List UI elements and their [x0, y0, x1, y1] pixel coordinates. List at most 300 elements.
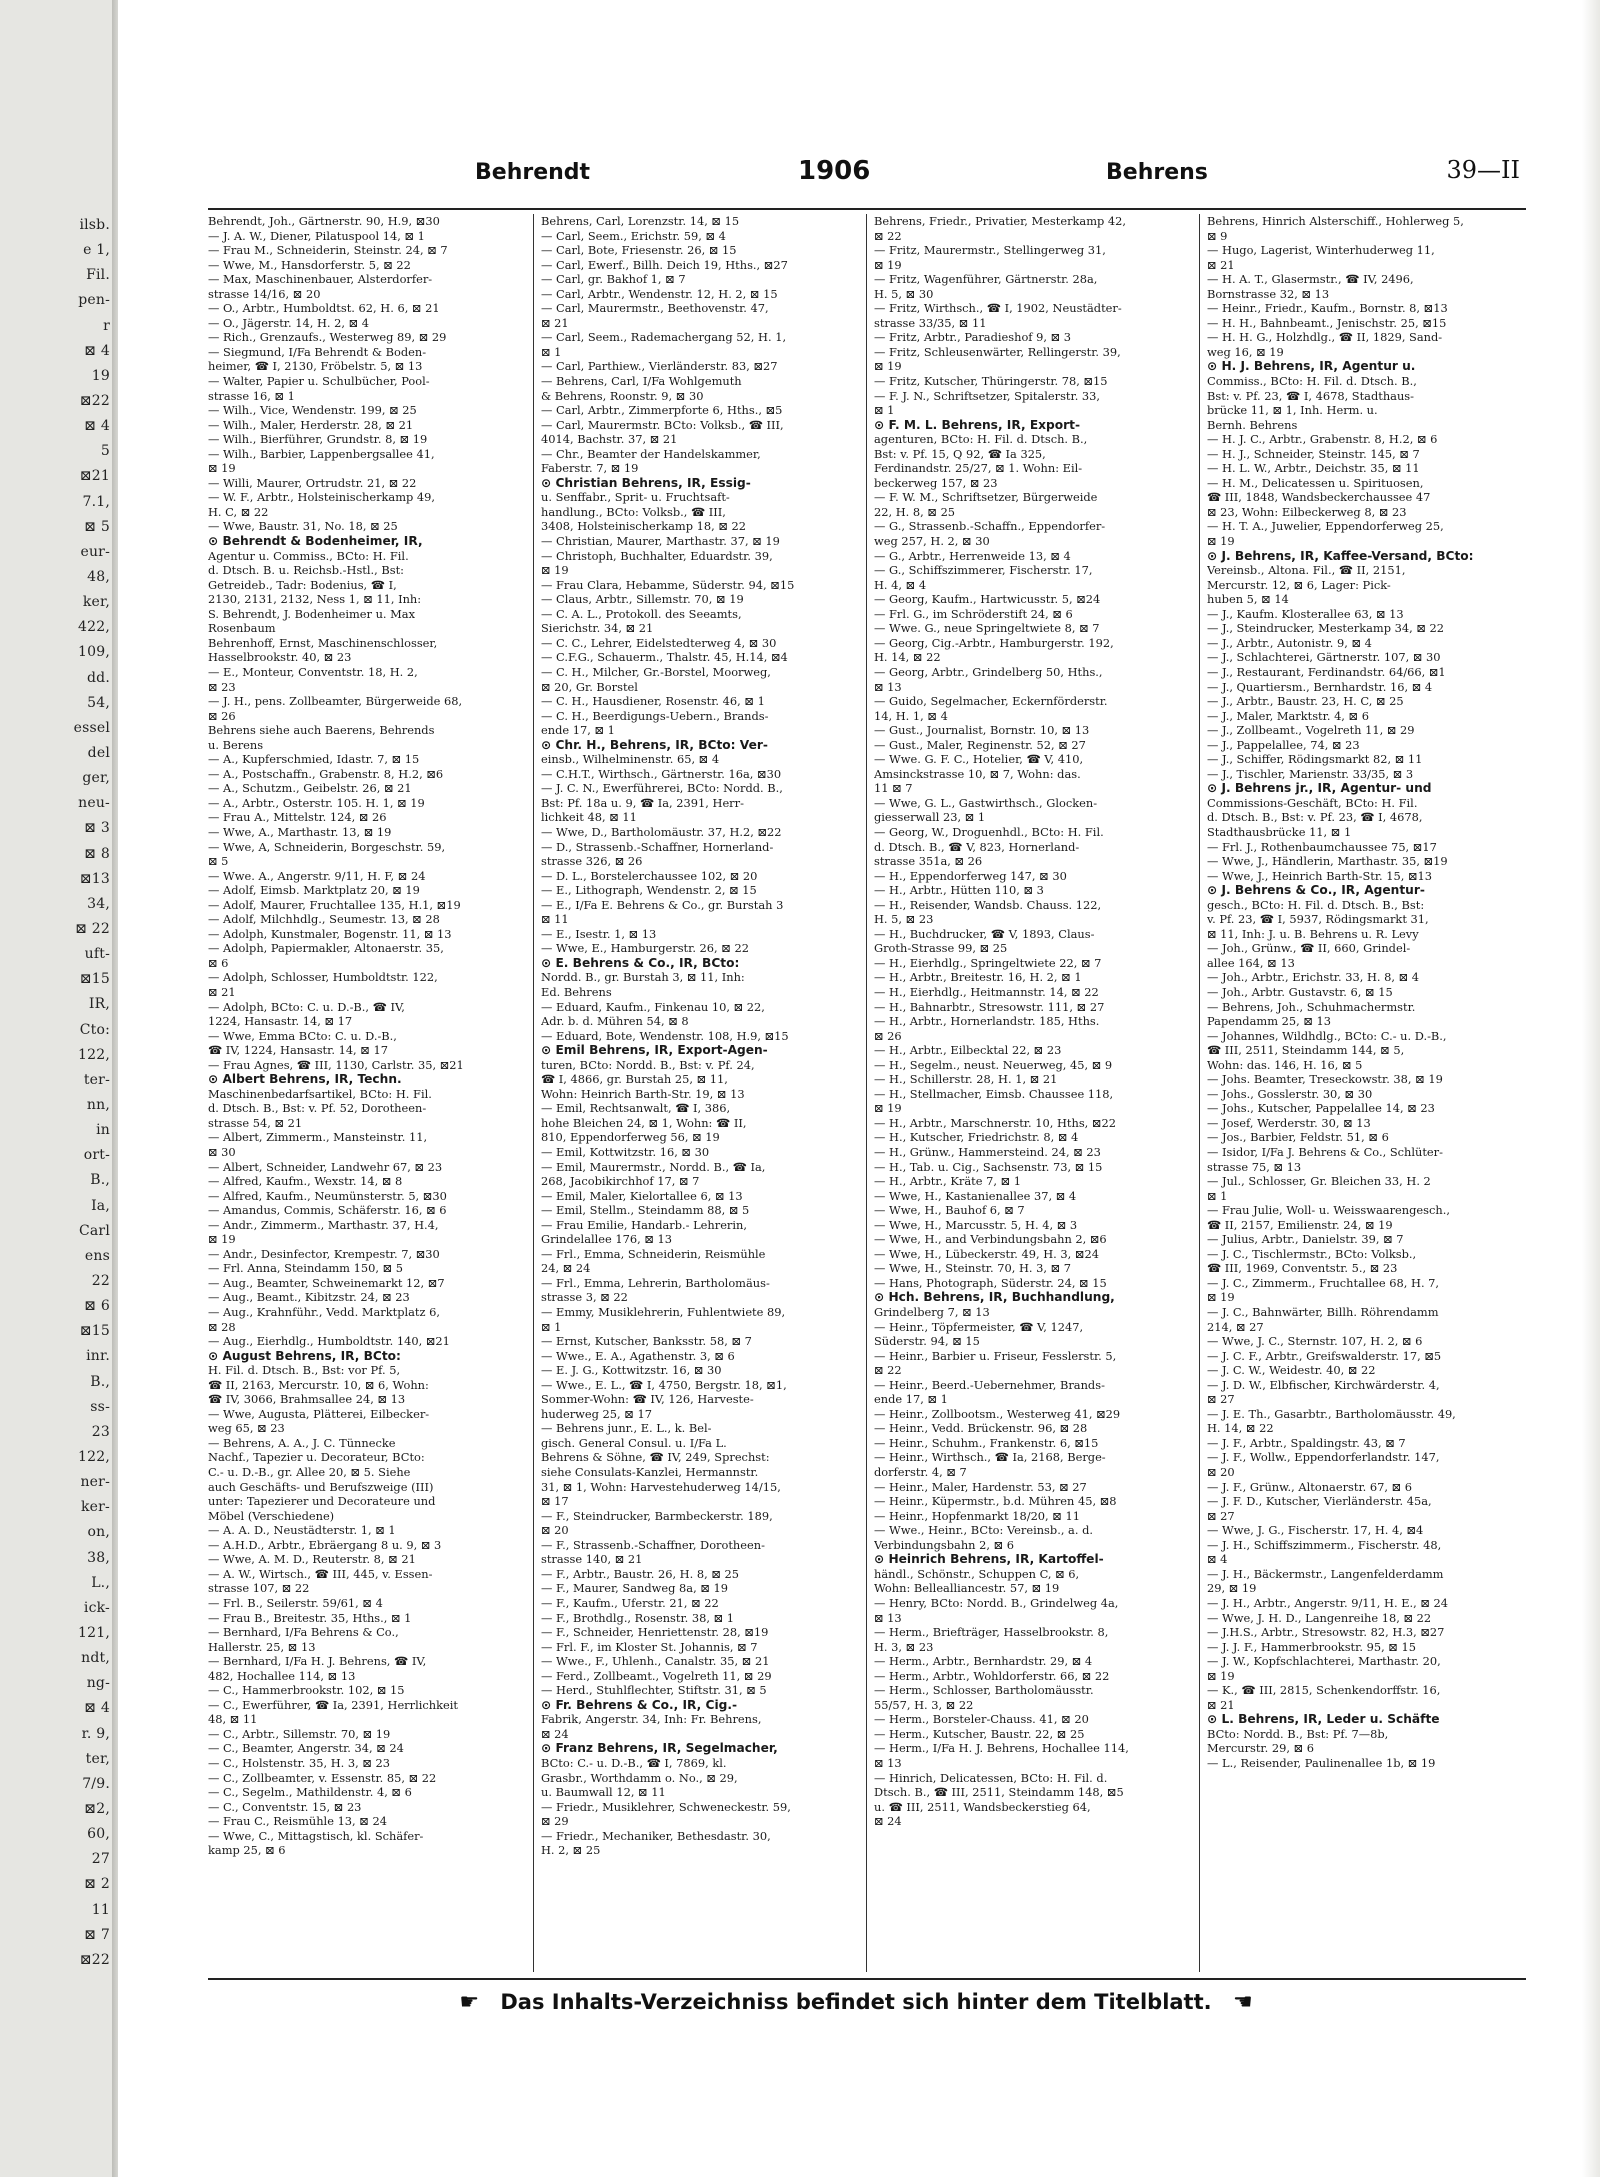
directory-entry-line: ☎ III, 1969, Conventstr. 5., ⊠ 23 — [1207, 1261, 1398, 1276]
directory-entry-line: — Frau Clara, Hebamme, Süderstr. 94, ⊠15 — [541, 577, 795, 592]
directory-entry-line: ⊠ 20, Gr. Borstel — [541, 679, 638, 694]
directory-entry-line: ⊙ Chr. H., Behrens, IR, BCto: Ver- — [541, 737, 768, 752]
directory-entry-line: Wohn: Bellealliancestr. 57, ⊠ 19 — [874, 1581, 1060, 1596]
directory-entry-line: giesserwall 23, ⊠ 1 — [874, 810, 986, 825]
directory-entry-line: Stadthausbrücke 11, ⊠ 1 — [1207, 824, 1352, 839]
directory-entry-line: ⊠ 23, Wohn: Eilbeckerweg 8, ⊠ 23 — [1207, 504, 1407, 519]
directory-entry-line: weg 16, ⊠ 19 — [1207, 344, 1284, 359]
directory-entry-line: — Fritz, Arbtr., Paradieshof 9, ⊠ 3 — [874, 330, 1072, 345]
directory-entry-line: — Frl. F., im Kloster St. Johannis, ⊠ 7 — [541, 1639, 758, 1654]
directory-entry-line: — Wwe, Emma BCto: C. u. D.-B., — [208, 1028, 397, 1043]
directory-entry-line: ⊙ L. Behrens, IR, Leder u. Schäfte — [1207, 1712, 1440, 1727]
directory-entry-line: — J. J. F., Hammerbrookstr. 95, ⊠ 15 — [1207, 1639, 1416, 1654]
directory-entry-line: ⊠ 22 — [874, 1363, 902, 1378]
directory-entry-line: — J. H., Bäckermstr., Langenfelderdamm — [1207, 1566, 1444, 1581]
directory-entry-line: — Frau M., Schneiderin, Steinstr. 24, ⊠ 7 — [208, 243, 448, 258]
directory-entry-line: — H., Arbtr., Marschnerstr. 10, Hths, ⊠22 — [874, 1115, 1116, 1130]
directory-entry-line: strasse 351a, ⊠ 26 — [874, 854, 983, 869]
directory-entry-line: — C.F.G., Schauerm., Thalstr. 45, H.14, ⊠4 — [541, 650, 788, 665]
directory-entry-line: — L., Reisender, Paulinenallee 1b, ⊠ 19 — [1207, 1755, 1436, 1770]
margin-fragment: 422, — [78, 619, 110, 636]
directory-entry-line: — H., Segelm., neust. Neuerweg, 45, ⊠ 9 — [874, 1057, 1113, 1072]
directory-entry-line: — Chr., Beamter der Handelskammer, — [541, 446, 761, 461]
directory-entry-line: — Aug., Beamter, Schweinemarkt 12, ⊠7 — [208, 1275, 445, 1290]
directory-entry-line: — Heinr., Zollbootsm., Westerweg 41, ⊠29 — [874, 1406, 1121, 1421]
directory-entry-line: — C., Holstenstr. 35, H. 3, ⊠ 23 — [208, 1755, 391, 1770]
directory-column-2 — [541, 214, 859, 1972]
directory-entry-line: — Wwe, H., Lübeckerstr. 49, H. 3, ⊠24 — [874, 1246, 1099, 1261]
directory-entry-line: — Frau A., Mittelstr. 124, ⊠ 26 — [208, 810, 387, 825]
margin-fragment: in — [96, 1122, 110, 1139]
directory-entry-line: — Heinr., Hopfenmarkt 18/20, ⊠ 11 — [874, 1508, 1080, 1523]
directory-entry-line: — J. C. N., Ewerführerei, BCto: Nordd. B., — [541, 781, 783, 796]
directory-entry-line: — Herm., Arbtr., Wohldorferstr. 66, ⊠ 22 — [874, 1668, 1110, 1683]
directory-entry-line: huben 5, ⊠ 14 — [1207, 592, 1289, 607]
directory-entry-line: ⊠ 24 — [541, 1726, 569, 1741]
margin-fragment: Carl — [78, 1222, 110, 1239]
directory-entry-line: 268, Jacobikirchhof 17, ⊠ 7 — [541, 1174, 700, 1189]
directory-entry-line: — Adolf, Eimsb. Marktplatz 20, ⊠ 19 — [208, 883, 420, 898]
directory-entry-line: — Wwe, H., Steinstr. 70, H. 3, ⊠ 7 — [874, 1261, 1072, 1276]
directory-entry-line: — J. H., Schiffszimmerm., Fischerstr. 48, — [1207, 1537, 1442, 1552]
directory-entry-line: Verbindungsbahn 2, ⊠ 6 — [874, 1537, 1015, 1552]
directory-entry-line: — Heinr., Barbier u. Friseur, Fesslerstr. 5, — [874, 1348, 1117, 1363]
directory-entry-line: u. Berens — [208, 737, 264, 752]
directory-entry-line: — Wwe, H., Marcusstr. 5, H. 4, ⊠ 3 — [874, 1217, 1078, 1232]
directory-entry-line: — C. H., Hausdiener, Rosenstr. 46, ⊠ 1 — [541, 694, 765, 709]
directory-entry-line: — Behrens junr., E. L., k. Bel- — [541, 1421, 712, 1436]
margin-fragment: 34, — [87, 895, 110, 912]
directory-entry-line: H. 14, ⊠ 22 — [874, 650, 941, 665]
directory-entry-line: ⊠ 6 — [208, 955, 229, 970]
directory-entry-line: ⊠ 27 — [1207, 1508, 1235, 1523]
directory-entry-line: — H., Buchdrucker, ☎ V, 1893, Claus- — [874, 926, 1095, 941]
directory-entry-line: — Andr., Desinfector, Krempestr. 7, ⊠30 — [208, 1246, 440, 1261]
directory-entry-line: — J. C., Zimmerm., Fruchtallee 68, H. 7, — [1207, 1275, 1440, 1290]
directory-entry-line: ⊠ 13 — [874, 1755, 902, 1770]
directory-entry-line: — Herm., Kutscher, Baustr. 22, ⊠ 25 — [874, 1726, 1085, 1741]
directory-entry-line: Amsinckstrasse 10, ⊠ 7, Wohn: das. — [874, 766, 1081, 781]
directory-entry-line: ☎ III, 1848, Wandsbeckerchaussee 47 — [1207, 490, 1431, 505]
directory-entry-line: — Carl, Ewerf., Billh. Deich 19, Hths., ⊠27 — [541, 257, 788, 272]
margin-fragment: 23 — [91, 1423, 110, 1440]
directory-entry-line: — Wwe, C., Mittagstisch, kl. Schäfer- — [208, 1828, 424, 1843]
directory-entry-line: — C., Zollbeamter, v. Essenstr. 85, ⊠ 22 — [208, 1770, 437, 1785]
directory-entry-line: ⊠ 1 — [874, 403, 895, 418]
directory-entry-line: — Joh., Grünw., ☎ II, 660, Grindel- — [1207, 941, 1411, 956]
directory-entry-line: — Georg, Arbtr., Grindelberg 50, Hths., — [874, 664, 1103, 679]
directory-entry-line: strasse 3, ⊠ 22 — [541, 1290, 628, 1305]
directory-entry-line: handlung., BCto: Volksb., ☎ III, — [541, 504, 726, 519]
directory-entry-line: strasse 33/35, ⊠ 11 — [874, 315, 987, 330]
margin-fragment: ⊠22 — [79, 393, 110, 409]
header-rule — [208, 208, 1526, 210]
margin-fragment: ⊠2, — [84, 1801, 110, 1817]
directory-entry-line: — Aug., Krahnführ., Vedd. Marktplatz 6, — [208, 1305, 441, 1320]
directory-column-3 — [874, 214, 1192, 1972]
directory-entry-line: — Carl, Bote, Friesenstr. 26, ⊠ 15 — [541, 243, 737, 258]
directory-entry-line: H. 5, ⊠ 23 — [874, 912, 934, 927]
directory-entry-line: — Carl, Seem., Rademachergang 52, H. 1, — [541, 330, 787, 345]
margin-fragment: e 1, — [83, 242, 110, 259]
directory-entry-line: Mercurstr. 12, ⊠ 6, Lager: Pick- — [1207, 577, 1391, 592]
margin-fragment: 54, — [87, 694, 110, 711]
directory-entry-line: — H., Grünw., Hammersteind. 24, ⊠ 23 — [874, 1145, 1101, 1159]
directory-entry-line: ⊠ 19 — [208, 461, 236, 476]
directory-entry-line: — C., Hammerbrookstr. 102, ⊠ 15 — [208, 1683, 405, 1698]
directory-entry-line: 14, H. 1, ⊠ 4 — [874, 708, 948, 723]
directory-entry-line: Behrens, Friedr., Privatier, Mesterkamp 42, — [874, 214, 1127, 228]
directory-entry-line: Wohn: Heinrich Barth-Str. 19, ⊠ 13 — [541, 1086, 745, 1101]
directory-entry-line: — Aug., Beamt., Kibitzstr. 24, ⊠ 23 — [208, 1290, 410, 1305]
directory-column-4 — [1207, 214, 1525, 1972]
directory-entry-line: beckerweg 157, ⊠ 23 — [874, 475, 998, 490]
directory-entry-line: — Herm., I/Fa H. J. Behrens, Hochallee 114, — [874, 1741, 1129, 1756]
directory-entry-line: — H., Arbtr., Hornerlandstr. 185, Hths. — [874, 1014, 1100, 1029]
directory-entry-line: — Wwe., E. A., Agathenstr. 3, ⊠ 6 — [541, 1348, 735, 1363]
directory-entry-line: — Wwe, J. H. D., Langenreihe 18, ⊠ 22 — [1207, 1610, 1432, 1625]
directory-entry-line: — Behrens, Joh., Schuhmachermstr. — [1207, 999, 1416, 1014]
directory-entry-line: ☎ IV, 1224, Hansastr. 14, ⊠ 17 — [208, 1043, 388, 1058]
directory-entry-line: u. ☎ III, 2511, Wandsbeckerstieg 64, — [874, 1799, 1091, 1814]
directory-entry-line: — G., Arbtr., Herrenweide 13, ⊠ 4 — [874, 548, 1071, 563]
directory-entry-line: — C. A. L., Protokoll. des Seeamts, — [541, 606, 742, 621]
directory-entry-line: — Wwe., F., Uhlenh., Canalstr. 35, ⊠ 21 — [541, 1654, 770, 1669]
directory-entry-line: ⊙ E. Behrens & Co., IR, BCto: — [541, 955, 740, 970]
margin-fragment: ter, — [85, 1750, 110, 1767]
directory-entry-line: — E., I/Fa E. Behrens & Co., gr. Burstah 3 — [541, 897, 784, 912]
column-divider — [866, 214, 867, 1972]
directory-entry-line: ⊠ 26 — [208, 708, 236, 723]
directory-entry-line: — J. H., pens. Zollbeamter, Bürgerweide 68, — [208, 694, 463, 709]
directory-entry-line: — H., Arbtr., Breitestr. 16, H. 2, ⊠ 1 — [874, 970, 1082, 985]
directory-entry-line: — Willi, Maurer, Ortrudstr. 21, ⊠ 22 — [208, 475, 417, 490]
directory-entry-line: strasse 75, ⊠ 13 — [1207, 1159, 1302, 1174]
directory-entry-line: d. Dtsch. B. u. Reichsb.-Hstl., Bst: — [208, 563, 405, 578]
pointing-hand-left-icon: ☚ — [1232, 1990, 1253, 2015]
directory-entry-line: BCto: Nordd. B., Bst: Pf. 7—8b, — [1207, 1726, 1389, 1741]
directory-entry-line: weg 65, ⊠ 23 — [208, 1421, 285, 1436]
margin-fragment: ⊠ 3 — [84, 820, 110, 837]
margin-fragment: 19 — [91, 367, 110, 384]
margin-fragment: uft- — [84, 946, 110, 963]
directory-entry-line: ⊙ August Behrens, IR, BCto: — [208, 1348, 401, 1363]
directory-entry-line: — H. A. T., Glasermstr., ☎ IV, 2496, — [1207, 272, 1414, 287]
directory-entry-line: — J., Restaurant, Ferdinandstr. 64/66, ⊠1 — [1207, 664, 1446, 679]
directory-entry-line: — Frl. G., im Schröderstift 24, ⊠ 6 — [874, 606, 1073, 621]
directory-entry-line: ☎ II, 2157, Emilienstr. 24, ⊠ 19 — [1207, 1217, 1393, 1232]
margin-fragment: ick- — [83, 1599, 110, 1616]
directory-entry-line: — Alfred, Kaufm., Neumünsterstr. 5, ⊠30 — [208, 1188, 447, 1203]
directory-entry-line: — H., Eierhdlg., Springeltwiete 22, ⊠ 7 — [874, 955, 1102, 970]
directory-entry-line: — Friedr., Musiklehrer, Schweneckestr. 59, — [541, 1799, 791, 1814]
directory-entry-line: & Behrens, Roonstr. 9, ⊠ 30 — [541, 388, 704, 403]
directory-entry-line: — A., Arbtr., Osterstr. 105. H. 1, ⊠ 19 — [208, 795, 425, 810]
directory-entry-line: — Frl., Emma, Schneiderin, Reismühle — [541, 1246, 766, 1261]
directory-entry-line: — Wwe, H., Kastanienallee 37, ⊠ 4 — [874, 1188, 1077, 1203]
directory-entry-line: — Christoph, Buchhalter, Eduardstr. 39, — [541, 548, 773, 563]
directory-entry-line: ⊠ 26 — [874, 1028, 902, 1043]
directory-entry-line: — Hinrich, Delicatessen, BCto: H. Fil. d. — [874, 1770, 1108, 1785]
directory-entry-line: — Friedr., Mechaniker, Bethesdastr. 30, — [541, 1828, 771, 1843]
directory-entry-line: Bst: v. Pf. 23, ☎ I, 4678, Stadthaus- — [1207, 388, 1415, 403]
directory-entry-line: — Wilh., Vice, Wendenstr. 199, ⊠ 25 — [208, 403, 417, 418]
directory-entry-line: — H., Reisender, Wandsb. Chauss. 122, — [874, 897, 1102, 912]
directory-entry-line: — Bernhard, I/Fa H. J. Behrens, ☎ IV, — [208, 1654, 427, 1669]
directory-entry-line: ⊠ 19 — [1207, 534, 1235, 549]
margin-fragment: L., — [91, 1574, 110, 1591]
directory-entry-line: — J., Zollbeamt., Vogelreth 11, ⊠ 29 — [1207, 723, 1415, 738]
directory-entry-line: — Jul., Schlosser, Gr. Bleichen 33, H. 2 — [1207, 1174, 1431, 1189]
margin-fragment: ⊠ 5 — [84, 518, 110, 535]
margin-fragment: on, — [87, 1524, 110, 1541]
directory-entry-line: ⊠ 19 — [874, 359, 902, 374]
directory-entry-line: — Wwe, Baustr. 31, No. 18, ⊠ 25 — [208, 519, 398, 534]
directory-entry-line: — Siegmund, I/Fa Behrendt & Boden- — [208, 344, 427, 359]
directory-entry-line: ☎ IV, 3066, Brahmsallee 24, ⊠ 13 — [208, 1392, 406, 1407]
directory-entry-line: ⊠ 22 — [874, 228, 902, 243]
directory-columns — [208, 214, 1526, 1972]
margin-fragment: ker- — [81, 1499, 110, 1516]
margin-fragment: B., — [90, 1373, 110, 1390]
directory-entry-line: 810, Eppendorferweg 56, ⊠ 19 — [541, 1130, 720, 1145]
directory-entry-line: — H., Arbtr., Eilbecktal 22, ⊠ 23 — [874, 1043, 1062, 1058]
directory-entry-line: — C., Beamter, Angerstr. 34, ⊠ 24 — [208, 1741, 404, 1756]
directory-entry-line: Bst: Pf. 18a u. 9, ☎ Ia, 2391, Herr- — [541, 795, 744, 810]
directory-entry-line: — E. J. G., Kottwitzstr. 16, ⊠ 30 — [541, 1363, 722, 1378]
directory-entry-line: H. Fil. d. Dtsch. B., Bst: vor Pf. 5, — [208, 1363, 401, 1378]
directory-entry-line: 3408, Holsteinischerkamp 18, ⊠ 22 — [541, 519, 746, 534]
directory-entry-line: — Joh., Arbtr., Erichstr. 33, H. 8, ⊠ 4 — [1207, 970, 1420, 985]
margin-fragment: ⊠ 4 — [84, 1700, 110, 1717]
directory-entry-line: 55/57, H. 3, ⊠ 22 — [874, 1697, 974, 1712]
margin-fragment: neu- — [78, 795, 110, 812]
margin-fragment: ⊠21 — [79, 468, 110, 485]
directory-entry-line: — Frl. Anna, Steindamm 150, ⊠ 5 — [208, 1261, 403, 1276]
directory-entry-line: auch Geschäfts- und Berufszweige (III) — [208, 1479, 434, 1494]
directory-entry-line: ⊙ J. Behrens, IR, Kaffee-Versand, BCto: — [1207, 548, 1474, 563]
directory-entry-line: ⊠ 19 — [1207, 1668, 1235, 1683]
directory-entry-line: ⊠ 13 — [874, 1610, 902, 1625]
directory-entry-line: ⊠ 5 — [208, 854, 229, 869]
directory-entry-line: ⊠ 20 — [541, 1523, 569, 1538]
directory-entry-line: — G., Schiffszimmerer, Fischerstr. 17, — [874, 563, 1093, 578]
directory-entry-line: Grasbr., Worthdamm o. No., ⊠ 29, — [541, 1770, 738, 1785]
directory-entry-line: kamp 25, ⊠ 6 — [208, 1843, 286, 1858]
directory-entry-line: — J. F., Wollw., Eppendorferlandstr. 147, — [1207, 1450, 1440, 1465]
margin-fragment: ens — [84, 1247, 110, 1264]
directory-entry-line: Nordd. B., gr. Burstah 3, ⊠ 11, Inh: — [541, 970, 745, 985]
directory-entry-line: H. 14, ⊠ 22 — [1207, 1421, 1274, 1436]
directory-entry-line: — Frl., Emma, Lehrerin, Bartholomäus- — [541, 1275, 770, 1290]
directory-entry-line: ⊠ 19 — [208, 1232, 236, 1247]
directory-entry-line: gisch. General Consul. u. I/Fa L. — [541, 1435, 727, 1450]
directory-entry-line: ⊠ 23 — [208, 679, 236, 694]
directory-entry-line: weg 257, H. 2, ⊠ 30 — [874, 534, 990, 549]
page-header — [130, 150, 1582, 190]
directory-entry-line: — Fritz, Kutscher, Thüringerstr. 78, ⊠15 — [874, 374, 1108, 389]
directory-entry-line: — Wwe, J. G., Fischerstr. 17, H. 4, ⊠4 — [1207, 1523, 1424, 1538]
directory-entry-line: — H., Eppendorferweg 147, ⊠ 30 — [874, 868, 1067, 883]
directory-entry-line: hohe Bleichen 24, ⊠ 1, Wohn: ☎ II, — [541, 1115, 747, 1130]
directory-entry-line: ⊙ Emil Behrens, IR, Export-Agen- — [541, 1043, 768, 1058]
margin-fragment: r. 9, — [81, 1725, 110, 1742]
margin-fragment: 48, — [87, 569, 110, 585]
directory-entry-line: Hallerstr. 25, ⊠ 13 — [208, 1639, 316, 1654]
directory-entry-line: Rosenbaum — [208, 621, 276, 636]
directory-entry-line: — Gust., Journalist, Bornstr. 10, ⊠ 13 — [874, 723, 1090, 738]
margin-fragment: ker, — [82, 594, 110, 611]
column-divider — [533, 214, 534, 1972]
directory-entry-line: — Johs. Beamter, Treseckowstr. 38, ⊠ 19 — [1207, 1072, 1443, 1087]
directory-entry-line: — Emil, Stellm., Steindamm 88, ⊠ 5 — [541, 1203, 750, 1218]
directory-entry-line: agenturen, BCto: H. Fil. d. Dtsch. B., — [874, 432, 1088, 447]
directory-entry-line: d. Dtsch. B., ☎ V, 823, Hornerland- — [874, 839, 1080, 854]
directory-entry-line: — D., Strassenb.-Schaffner, Hornerland- — [541, 839, 774, 854]
directory-entry-line: — Isidor, I/Fa J. Behrens & Co., Schlüter- — [1207, 1145, 1443, 1159]
directory-entry-line: — J. C., Bahnwärter, Billh. Röhrendamm — [1207, 1305, 1439, 1320]
directory-entry-line: — Emil, Rechtsanwalt, ☎ I, 386, — [541, 1101, 731, 1116]
directory-entry-line: — Gust., Maler, Reginenstr. 52, ⊠ 27 — [874, 737, 1086, 752]
directory-entry-line: ⊠ 1 — [541, 344, 562, 359]
directory-entry-line: — J. F., Arbtr., Spaldingstr. 43, ⊠ 7 — [1207, 1435, 1406, 1450]
directory-entry-line: — H. T. A., Juwelier, Eppendorferweg 25, — [1207, 519, 1444, 534]
directory-entry-line: 31, ⊠ 1, Wohn: Harvestehuderweg 14/15, — [541, 1479, 781, 1494]
directory-entry-line: — Wwe, M., Hansdorferstr. 5, ⊠ 22 — [208, 257, 411, 272]
directory-entry-line: — H. M., Delicatessen u. Spirituosen, — [1207, 475, 1424, 490]
directory-entry-line: Ferdinandstr. 25/27, ⊠ 1. Wohn: Eil- — [874, 461, 1083, 476]
directory-entry-line: ⊙ Christian Behrens, IR, Essig- — [541, 475, 751, 490]
directory-entry-line: — Wwe, D., Bartholomäustr. 37, H.2, ⊠22 — [541, 824, 782, 839]
directory-entry-line: — Carl, Maurermstr., Beethovenstr. 47, — [541, 301, 769, 316]
directory-entry-line: — H., Bahnarbtr., Stresowstr. 111, ⊠ 27 — [874, 999, 1105, 1014]
directory-entry-line: ⊠ 21 — [208, 984, 236, 999]
directory-entry-line: — Alfred, Kaufm., Wexstr. 14, ⊠ 8 — [208, 1174, 403, 1189]
directory-entry-line: H. 4, ⊠ 4 — [874, 577, 927, 592]
directory-entry-line: ⊠ 1 — [541, 1319, 562, 1334]
directory-entry-line: einsb., Wilhelminenstr. 65, ⊠ 4 — [541, 752, 720, 767]
margin-fragment: 5 — [100, 443, 110, 460]
directory-entry-line: — Wwe., E. L., ☎ I, 4750, Bergstr. 18, ⊠1, — [541, 1377, 787, 1392]
directory-entry-line: — Frau C., Reismühle 13, ⊠ 24 — [208, 1814, 387, 1829]
directory-entry-line: — Carl, Arbtr., Wendenstr. 12, H. 2, ⊠ 15 — [541, 286, 778, 301]
directory-entry-line: — Carl, Seem., Erichstr. 59, ⊠ 4 — [541, 228, 726, 243]
margin-fragment: ⊠22 — [79, 1951, 110, 1968]
directory-entry-line: — J., Arbtr., Autonistr. 9, ⊠ 4 — [1207, 635, 1372, 650]
directory-entry-line: — H., Eierhdlg., Heitmannstr. 14, ⊠ 22 — [874, 984, 1099, 999]
directory-entry-line: ⊙ F. M. L. Behrens, IR, Export- — [874, 417, 1081, 432]
directory-entry-line: — J., Schiffer, Rödingsmarkt 82, ⊠ 11 — [1207, 752, 1423, 767]
directory-entry-line: — Ferd., Zollbeamt., Vogelreth 11, ⊠ 29 — [541, 1668, 772, 1683]
margin-fragment: ndt, — [81, 1650, 110, 1667]
margin-fragment: ⊠ 4 — [84, 418, 110, 435]
header-right-keyword: Behrens — [1106, 160, 1208, 185]
directory-entry-line: ☎ III, 2511, Steindamm 144, ⊠ 5, — [1207, 1043, 1405, 1058]
directory-entry-line: ⊠ 9 — [1207, 228, 1228, 243]
margin-fragment: pen- — [78, 292, 110, 309]
directory-entry-line: ⊠ 29 — [541, 1814, 569, 1829]
directory-entry-line: — F., Brothdlg., Rosenstr. 38, ⊠ 1 — [541, 1610, 735, 1625]
directory-entry-line: — A., Schutzm., Geibelstr. 26, ⊠ 21 — [208, 781, 412, 796]
margin-fragment: r — [103, 317, 110, 334]
directory-entry-line: — Frau B., Breitestr. 35, Hths., ⊠ 1 — [208, 1610, 412, 1625]
margin-fragment: 7.1, — [82, 493, 110, 510]
directory-entry-line: — A.H.D., Arbtr., Ebräergang 8 u. 9, ⊠ 3 — [208, 1537, 442, 1552]
directory-entry-line: — F., Maurer, Sandweg 8a, ⊠ 19 — [541, 1581, 728, 1596]
directory-entry-line: 214, ⊠ 27 — [1207, 1319, 1264, 1334]
directory-entry-line: — H. H., Bahnbeamt., Jenischstr. 25, ⊠15 — [1207, 315, 1447, 330]
directory-entry-line: — Emil, Maurermstr., Nordd. B., ☎ Ia, — [541, 1159, 766, 1174]
directory-page — [130, 0, 1582, 2177]
directory-entry-line: — Carl, Parthiew., Vierländerstr. 83, ⊠27 — [541, 359, 778, 374]
directory-entry-line: Faberstr. 7, ⊠ 19 — [541, 461, 639, 476]
directory-entry-line: — Georg, Kaufm., Hartwicusstr. 5, ⊠24 — [874, 592, 1101, 607]
directory-entry-line: — C. H., Beerdigungs-Uebern., Brands- — [541, 708, 769, 723]
directory-entry-line: u. Senffabr., Sprit- u. Fruchtsaft- — [541, 490, 730, 505]
margin-fragment: ner- — [80, 1474, 110, 1491]
directory-entry-line: — Frau Julie, Woll- u. Weisswaarengesch., — [1207, 1203, 1450, 1218]
header-year: 1906 — [798, 156, 871, 186]
directory-entry-line: — J. F. D., Kutscher, Vierländerstr. 45a, — [1207, 1494, 1432, 1509]
directory-entry-line: — Wilh., Bierführer, Grundstr. 8, ⊠ 19 — [208, 432, 428, 447]
directory-entry-line: — C. C., Lehrer, Eidelstedterweg 4, ⊠ 30 — [541, 635, 777, 650]
directory-entry-line: — H. J., Schneider, Steinstr. 145, ⊠ 7 — [1207, 446, 1420, 461]
directory-entry-line: — Emil, Kottwitzstr. 16, ⊠ 30 — [541, 1145, 710, 1159]
directory-entry-line: — J. E. Th., Gasarbtr., Bartholomäusstr. 49, — [1207, 1406, 1456, 1421]
directory-entry-line: ⊙ Heinrich Behrens, IR, Kartoffel- — [874, 1552, 1104, 1567]
directory-entry-line: — Carl, Arbtr., Zimmerpforte 6, Hths., ⊠5 — [541, 403, 783, 418]
margin-fragment: ss- — [90, 1398, 110, 1415]
directory-entry-line: Bornstrasse 32, ⊠ 13 — [1207, 286, 1330, 301]
margin-fragment: 60, — [87, 1826, 110, 1843]
directory-entry-line: ⊙ J. Behrens & Co., IR, Agentur- — [1207, 883, 1425, 898]
directory-entry-line: — Ernst, Kutscher, Banksstr. 58, ⊠ 7 — [541, 1334, 752, 1349]
margin-fragment: 27 — [91, 1851, 110, 1868]
directory-entry-line: 11 ⊠ 7 — [874, 781, 913, 796]
directory-entry-line: Bernh. Behrens — [1207, 417, 1298, 432]
directory-entry-line: strasse 107, ⊠ 22 — [208, 1581, 310, 1596]
directory-entry-line: ⊙ H. J. Behrens, IR, Agentur u. — [1207, 359, 1416, 374]
directory-entry-line: ⊠ 21 — [541, 315, 569, 330]
directory-entry-line: — Jos., Barbier, Feldstr. 51, ⊠ 6 — [1207, 1130, 1389, 1145]
directory-entry-line: — J. W., Kopfschlachterei, Marthastr. 20, — [1207, 1654, 1441, 1669]
directory-entry-line: Behrens, Carl, Lorenzstr. 14, ⊠ 15 — [541, 214, 740, 228]
directory-entry-line: — Albert, Zimmerm., Mansteinstr. 11, — [208, 1130, 428, 1145]
directory-entry-line: — Wwe, G. L., Gastwirthsch., Glocken- — [874, 795, 1098, 810]
directory-entry-line: lichkeit 48, ⊠ 11 — [541, 810, 637, 825]
directory-entry-line: v. Pf. 23, ☎ I, 5937, Rödingsmarkt 31, — [1207, 912, 1429, 927]
directory-entry-line: — Adolph, Papiermakler, Altonaerstr. 35, — [208, 941, 444, 956]
directory-entry-line: ⊠ 19 — [541, 563, 569, 578]
directory-entry-line: — Eduard, Kaufm., Finkenau 10, ⊠ 22, — [541, 999, 765, 1014]
directory-entry-line: — J. H., Arbtr., Angerstr. 9/11, H. E., ⊠ 24 — [1207, 1595, 1449, 1610]
margin-fragment: ter- — [83, 1071, 110, 1088]
directory-entry-line: ⊠ 21 — [1207, 257, 1235, 272]
margin-fragment: ger, — [82, 770, 110, 787]
directory-entry-line: — Christian, Maurer, Marthastr. 37, ⊠ 19 — [541, 534, 780, 549]
directory-entry-line: — J., Quartiersm., Bernhardstr. 16, ⊠ 4 — [1207, 679, 1433, 694]
directory-entry-line: — Wwe, E., Hamburgerstr. 26, ⊠ 22 — [541, 941, 749, 956]
directory-entry-line: Commissions-Geschäft, BCto: H. Fil. — [1207, 795, 1418, 810]
directory-entry-line: — W. F., Arbtr., Holsteinischerkamp 49, — [208, 490, 436, 505]
left-page-margin-strip — [0, 0, 118, 2177]
directory-entry-line: — J., Tischler, Marienstr. 33/35, ⊠ 3 — [1207, 766, 1414, 781]
directory-entry-line: — J., Arbtr., Baustr. 23, H. C, ⊠ 25 — [1207, 694, 1404, 709]
directory-entry-line: — Heinr., Töpfermeister, ☎ V, 1247, — [874, 1319, 1084, 1334]
directory-entry-line: ⊠ 11, Inh: J. u. B. Behrens u. R. Levy — [1207, 926, 1419, 941]
directory-entry-line: 48, ⊠ 11 — [208, 1712, 258, 1727]
footer-notice — [130, 1990, 1582, 2015]
